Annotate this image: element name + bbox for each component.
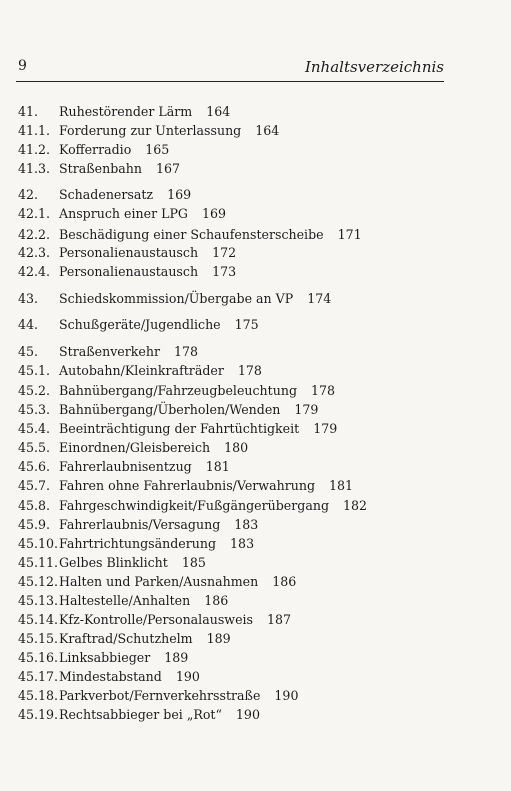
toc-entry-title: [59, 103, 230, 120]
toc-entry-title: [59, 630, 231, 647]
toc-entry-number: 45.7.: [18, 478, 51, 493]
toc-entry-title: [59, 420, 337, 437]
toc-entry-title-text: Fahrerlaubnis/Versagung: [59, 517, 221, 532]
toc-entry-title: [59, 477, 353, 494]
toc-entry-title-text: Einordnen/Gleisbereich: [59, 440, 211, 455]
toc-entry-title: [59, 706, 260, 723]
toc-entry-number: 45.19.: [18, 707, 59, 722]
toc-entry-title-text: Rechtsabbieger bei „Rot“: [59, 707, 222, 722]
toc-entry-page: 175: [234, 317, 259, 332]
toc-entry-title: [59, 382, 335, 399]
toc-entry-title: [59, 535, 254, 552]
toc-entry-number: 45.17.: [18, 669, 59, 684]
toc-entry-title-text: Personalienaustausch: [59, 264, 199, 279]
toc-entry-title-text: Fahrgeschwindigkeit/Fußgängerübergang: [59, 498, 330, 513]
toc-entry-number: 44.: [18, 317, 39, 332]
toc-entry-title-text: Beschädigung einer Schaufensterscheibe: [59, 227, 324, 242]
toc-entry-page: 183: [230, 536, 255, 551]
toc-entry-title: [59, 362, 262, 379]
toc-entry-title: [59, 141, 169, 158]
toc-entry-title: [59, 668, 200, 685]
toc-entry-title-text: Schußgeräte/Jugendliche: [59, 317, 221, 332]
toc-entry-page: 169: [167, 187, 192, 202]
toc-entry-title-text: Personalienaustausch: [59, 245, 199, 260]
toc-entry-title: [59, 401, 318, 418]
toc-entry-number: 42.: [18, 187, 39, 202]
toc-entry-page: 174: [307, 291, 332, 306]
toc-entry-title-text: Linksabbieger: [59, 650, 151, 665]
toc-entry-title: [59, 611, 291, 628]
toc-entry-page: 165: [145, 142, 170, 157]
toc-entry-title-text: Straßenbahn: [59, 161, 142, 176]
toc-entry-number: 45.4.: [18, 421, 51, 436]
toc-entry-title: [59, 554, 206, 571]
toc-entry-title-text: Schiedskommission/Übergabe an VP: [59, 291, 294, 306]
toc-entry-title: [59, 343, 198, 360]
toc-entry-page: 186: [272, 574, 297, 589]
toc-entry-number: 45.2.: [18, 383, 51, 398]
toc-entry-page: 178: [311, 383, 336, 398]
toc-entry-title-text: Haltestelle/Anhalten: [59, 593, 191, 608]
toc-entry-number: 42.1.: [18, 206, 51, 221]
toc-entry-page: 167: [156, 161, 181, 176]
toc-entry-page: 173: [212, 264, 237, 279]
toc-entry-page: 178: [237, 363, 262, 378]
toc-entry-page: 169: [202, 206, 227, 221]
page-title: Inhaltsverzeichnis: [304, 58, 444, 76]
toc-entry-number: 41.2.: [18, 142, 51, 157]
toc-entry-page: 178: [174, 344, 199, 359]
toc-entry-number: 43.: [18, 291, 39, 306]
toc-entry-page: 185: [181, 555, 206, 570]
toc-entry-number: 42.2.: [18, 227, 51, 242]
toc-entry-title-text: Bahnübergang/Fahrzeugbeleuchtung: [59, 383, 298, 398]
toc-entry-number: 45.14.: [18, 612, 59, 627]
toc-entry-page: 181: [205, 459, 230, 474]
toc-entry-page: 190: [235, 707, 260, 722]
toc-entry-title: [59, 122, 279, 139]
toc-entry-title-text: Schadenersatz: [59, 187, 154, 202]
toc-entry-page: 180: [224, 440, 249, 455]
toc-entry-title-text: Kfz-Kontrolle/Personalausweis: [59, 612, 254, 627]
toc-entry-title: [59, 458, 230, 475]
page-number: 9: [18, 58, 27, 74]
toc-entry-page: 172: [212, 245, 237, 260]
toc-entry-title-text: Ruhestörender Lärm: [59, 104, 193, 119]
toc-entry-title-text: Straßenverkehr: [59, 344, 160, 359]
toc-entry-number: 45.6.: [18, 459, 51, 474]
toc-entry-title-text: Mindestabstand: [59, 669, 162, 684]
toc-entry-page: 179: [313, 421, 338, 436]
toc-entry-title: [59, 290, 331, 307]
toc-entry-title-text: Fahrtrichtungsänderung: [59, 536, 217, 551]
toc-entry-number: 45.9.: [18, 517, 51, 532]
toc-entry-title: [59, 316, 259, 333]
toc-entry-title-text: Fahrerlaubnisentzug: [59, 459, 192, 474]
toc-entry-title: [59, 649, 188, 666]
toc-entry-title: [59, 439, 248, 456]
toc-entry-number: 45.8.: [18, 498, 51, 513]
toc-entry-title-text: Anspruch einer LPG: [59, 206, 188, 221]
toc-entry-title-text: Parkverbot/Fernverkehrsstraße: [59, 688, 261, 703]
toc-entry-title-text: Beeinträchtigung der Fahrtüchtigkeit: [59, 421, 300, 436]
toc-entry-title-text: Kofferradio: [59, 142, 132, 157]
toc-entry-page: 171: [337, 227, 362, 242]
toc-entry-title-text: Halten und Parken/Ausnahmen: [59, 574, 259, 589]
toc-entry-number: 45.16.: [18, 650, 59, 665]
toc-entry-number: 45.5.: [18, 440, 51, 455]
toc-entry-title: [59, 244, 236, 261]
toc-entry-page: 187: [267, 612, 292, 627]
toc-entry-number: 45.3.: [18, 402, 51, 417]
toc-entry-page: 179: [294, 402, 319, 417]
toc-entry-number: 41.3.: [18, 161, 51, 176]
toc-entry-title: [59, 263, 236, 280]
toc-entry-title: [59, 205, 226, 222]
toc-entry-number: 45.10.: [18, 536, 59, 551]
toc-entry-title: [59, 226, 362, 243]
toc-entry-title-text: Fahren ohne Fahrerlaubnis/Verwahrung: [59, 478, 316, 493]
toc-entry-number: 42.4.: [18, 264, 51, 279]
toc-entry-title: [59, 592, 228, 609]
toc-entry-title-text: Bahnübergang/Überholen/Wenden: [59, 402, 281, 417]
toc-entry-number: 42.3.: [18, 245, 51, 260]
toc-entry-title: [59, 160, 180, 177]
toc-entry-page: 182: [343, 498, 368, 513]
toc-entry-title: [59, 497, 367, 514]
toc-entry-page: 183: [234, 517, 259, 532]
toc-entry-page: 164: [255, 123, 280, 138]
toc-entry-title: [59, 516, 258, 533]
toc-entry-page: 186: [204, 593, 229, 608]
toc-entry-number: 41.1.: [18, 123, 51, 138]
toc-entry-number: 45.18.: [18, 688, 59, 703]
toc-entry-title-text: Autobahn/Kleinkrafträder: [59, 363, 224, 378]
toc-entry-number: 45.: [18, 344, 39, 359]
toc-entry-title-text: Gelbes Blinklicht: [59, 555, 168, 570]
toc-entry-number: 45.11.: [18, 555, 59, 570]
toc-entry-title: [59, 687, 298, 704]
toc-entry-number: 45.1.: [18, 363, 51, 378]
toc-entry-number: 45.13.: [18, 593, 59, 608]
toc-entry-number: 45.15.: [18, 631, 59, 646]
toc-entry-title-text: Kraftrad/Schutzhelm: [59, 631, 193, 646]
toc-entry-number: 41.: [18, 104, 39, 119]
toc-entry-page: 189: [206, 631, 231, 646]
toc-entry-page: 190: [274, 688, 299, 703]
toc-entry-page: 181: [329, 478, 354, 493]
toc-entry-page: 189: [164, 650, 189, 665]
toc-entry-title: [59, 186, 191, 203]
toc-entry-title-text: Forderung zur Unterlassung: [59, 123, 242, 138]
toc-entry-title: [59, 573, 296, 590]
toc-entry-page: 190: [175, 669, 200, 684]
toc-entry-number: 45.12.: [18, 574, 59, 589]
toc-entry-page: 164: [206, 104, 231, 119]
